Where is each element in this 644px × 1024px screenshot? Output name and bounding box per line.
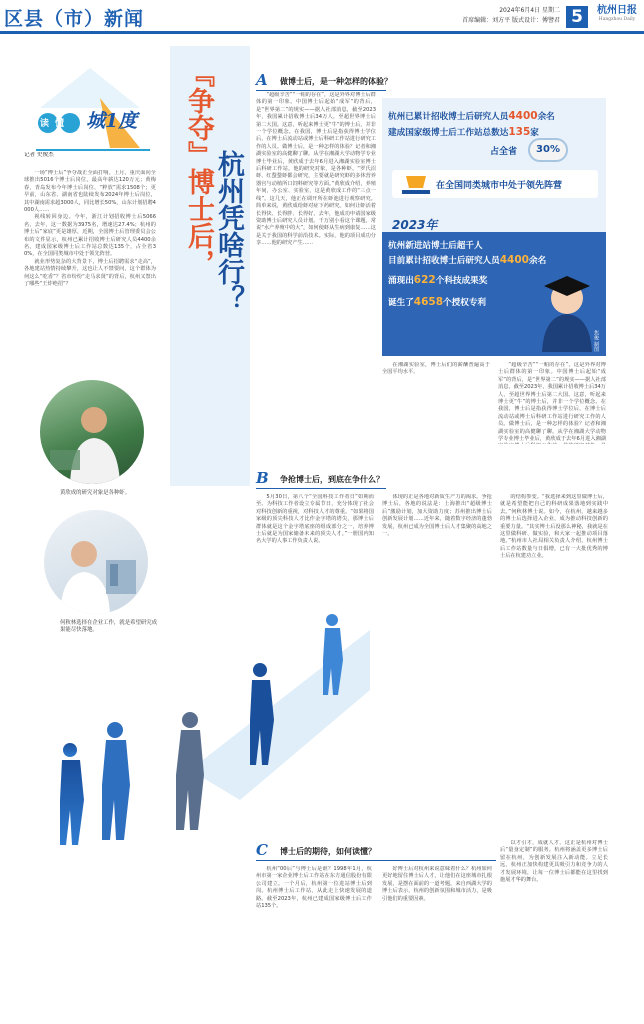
intro-paragraph-3: 就业形势复杂的大背景下，博士后招聘需求“走高”，各地建站热情持续攀升，这也让人不禁要问，这个群体为何这么“吃香”？省市纷纷“走马求贤”的背后，杭州又祭出了哪些“王炸绝招”？ bbox=[24, 258, 156, 288]
section-b-column-3 bbox=[500, 494, 608, 834]
section-a-text-3: “超级辛苦”“一帕的存在”，这是外界对博士后群体的第一印象。中国博士后起始“成军”的背后，是“世界第二”的规实——据人社部消息，截至2023年，我国累计招收博士后34万人，至超世界博士后第二大国。这意，听起来博士更“牛”的博士后，并非一个学位概念。在我国，博士后是指获得博士学位后，在博士后流动站或博士后科研工作站进行研究工作的人员。做博士后，是一种怎样的体验？记者和湘湖实验室的高健聊了聊。从学在湘湖大学动物学专业博士毕业后，黄欣成于去年6月进入湘湖 bbox=[498, 362, 606, 443]
trophy-icon bbox=[396, 172, 436, 196]
page-number: 5 bbox=[566, 6, 588, 28]
section-c-text-1: 杭州“00后”与博士后是谁？1998年1月，杭州市第一家企业博士后工作站在东方通信股份有限公司建立。一个月后，杭州第一位进站博士后到岗。杭州博士后工作站，从此走上快速发展的道路。截至2023年，杭州已建成国家级博士后工作站135个。 bbox=[256, 866, 372, 910]
figure-2 bbox=[102, 722, 130, 840]
section-a-letter: A bbox=[256, 71, 268, 89]
section-a-text: “超级辛苦”“一帕的存在”，这是外界对博士后群体的第一印象。中国博士后起始“成军”的背后，是“世界第二”的规实——据人社部消息，截至2023年，我国累计招收博士后34万人，至超世界博士后第二大国。这意，听起来博士更“牛”的博士后，并非一个学位概念。在我国，博士后是指获得博士学位后，在博士后流动站或博士后科研工作站进行研究工作的人员。做博士后，是一种怎样的体验？记者和湘湖实验室的高健聊了聊。从学在湘湖大学动物学专业博士毕业后，黄欣成于去年6月进入湘湖实验室博士后科研工作站。他的研究对象，是各种虾。“罗氏沼虾、红螯螯虾都会研究，主要就是研究虾的多休营养器官与动植所口饲料研究等方面。”黄欣成介绍，养殖年间，办公室、实验室，这是黄欣成工作的“三点一线”。这几天，他正在调开所在虾池进行观察研究。简单来说，黄欣成给虾对症下药研究。如何让虾活着长得快、长得胖、长得好，去年，他成功申请国家级资助博士后研究人员计划。千万别小看这个课题，常说“水产养殖中的大”，如何使虾从生病到康复……这是关于我国的科学前沿技术。实际，他的项目成功分享……他的研究产生…… bbox=[256, 92, 376, 247]
section-b-column-2 bbox=[382, 494, 492, 614]
issue-date: 2024年6月4日 星期二 bbox=[499, 7, 560, 14]
share-value-badge: 30% bbox=[528, 138, 568, 162]
researcher-photo-2 bbox=[44, 510, 148, 614]
stat-7-number: 4658 bbox=[413, 296, 444, 308]
section-c-title: 博士后的期待，如何读懂？ bbox=[280, 847, 376, 856]
section-a-title: 做博士后，是一种怎样的体验？ bbox=[280, 77, 392, 86]
lead-banner bbox=[392, 170, 598, 198]
share-label: 占全省 bbox=[490, 147, 518, 157]
section-a-column-2 bbox=[382, 362, 490, 444]
section-c-rule bbox=[256, 860, 496, 861]
stat-5-number: 4400 bbox=[499, 254, 529, 266]
section-c-letter: C bbox=[256, 841, 268, 859]
photo-2-caption: 何秋林选择在企业工作，就是希望研究成果能尽快落地。 bbox=[60, 620, 158, 634]
section-b-column-1 bbox=[256, 494, 374, 592]
photo-1-caption: 黄欣成的研究对象是各种虾。 bbox=[60, 490, 131, 496]
lead-text: 在全国同类城市中处于领先阵营 bbox=[436, 181, 563, 191]
infographic-credit: 焦俊 制图 bbox=[593, 330, 599, 352]
stat-line-1: 杭州已累计招收博士后研究人员4400余名 bbox=[388, 110, 555, 122]
headline-part-1: 『争夺』博士后， bbox=[183, 60, 214, 276]
stat-6-number: 622 bbox=[413, 274, 436, 286]
photo-2-figure bbox=[44, 510, 148, 614]
intro-paragraph-1: 一场“博士后”争夺战正全面打响。上月，重庆面向全球推出5016个博士后岗位，最高年薪达120万元；黄梅春，青岛发布今年博士后岗位、“粹放”需求1508个；更早前，山东省、湖南省也陆续发布2024年博士后岗位，其中湖南需求超3000人，同比增长50%，山东计划招聘4000人…… bbox=[24, 170, 156, 214]
section-c-column-1 bbox=[256, 866, 372, 1016]
newspaper-logo bbox=[594, 5, 640, 23]
stat-line-5: 目前累计招收博士后研究人员4400余名 bbox=[388, 254, 547, 266]
section-b-text-3: 的结构参变。“我选择来到这里做博士后，就是希望能把自己的科研成果落地到实践中去。”何秋林博士说。如今，在杭州，越来越多的博士后选择进入企业，成为推动科技创新的重要力量。“其实博士后没那么神秘，我就是在这里做科研、做实验，和大家一起推动项目落地。”杭州市人社局相关负责人介绍，杭州博士后工作站数量与日俱增，已有一大批优秀的博士后在杭建功立业。 bbox=[500, 494, 608, 560]
logo-text: 杭州日报 bbox=[597, 5, 637, 16]
stat-line-6: 涌现出622个科技成果奖 bbox=[388, 274, 488, 286]
byline: 记者 史俊杰 bbox=[24, 152, 54, 158]
stats-infographic bbox=[382, 98, 606, 356]
section-c-column-3 bbox=[500, 840, 608, 1016]
intro-text bbox=[24, 170, 156, 375]
section-b-text-2: 体现的正是各地对新质生产力的渴求。争抢博士后，各地的说法是：上海推出“超级博士后”激励计划，加大资助力度；苏州推出博士后创新发展计划……近年来，随着数字经济的蓬勃发展，杭州已成为全国博士后人才集聚的高地之一。 bbox=[382, 494, 492, 538]
editor-credits: 首席编辑：刘方平 版式设计：傅譬君 bbox=[462, 17, 560, 24]
section-b-rule bbox=[256, 488, 386, 489]
badge-big-text: 城1度 bbox=[86, 110, 138, 132]
stat-1-number: 4400 bbox=[508, 110, 538, 122]
badge-small-text: 读懂 bbox=[40, 119, 71, 129]
page-header bbox=[0, 0, 644, 34]
section-b-text-1: 5月30日，第八个“全国科技工作者日”如期而至。为科技工作者设立专属节日，充分体现了社会对科技创新的重视，对科技人才的尊重。“如果将国家级的顶尖科技人才比作金字塔的塔尖，那博士后群体就是这个金字塔底座的组成部分之一，培养博士后就是为国家储备未来的顶尖人才。”一册国内知名大学的人事工作负责人说。 bbox=[256, 494, 374, 545]
year-label: 2023年 bbox=[392, 218, 438, 232]
section-a-column-3 bbox=[498, 362, 606, 444]
intro-paragraph-2: 视线转回身边。今年，浙江计划招收博士后5066名，去年，这一数据为3975名，增速达27.4%；杭州的博士后“家底”更是雄厚，近期，全国博士后管理委员会公布的文件显示，杭州已累计招收博士后研究人员4400余名，建成国家级博士后工作站总数达135个，占全省30%，在全国同类城市中处于领先阵营。 bbox=[24, 214, 156, 258]
section-c-text-3: 以才引才，成就人才，这正是杭州对博士后“量身定制”的服务。杭州将涵盖更多博士后留在杭州，为创新发展注入新动能。立足长远，杭州正加快构建更具吸引力和竞争力的人才发展环境，让每一位博士后都能在这里找到施展才华的舞台。 bbox=[500, 840, 608, 884]
stat-line-4: 杭州新进站博士后超千人 bbox=[388, 241, 483, 251]
stat-line-2: 建成国家级博士后工作站总数达135家 bbox=[388, 126, 539, 138]
section-c-text-2: 好博士后对杭州来说意味着什么？杭州如何更好地留住博士后人才，让他们在这座城市扎根发展，是摆在面前的一道考题。来自西湖大学的博士后表示，杭州的创新氛围和城市活力，是吸引他们的重要因素。 bbox=[382, 866, 492, 902]
section-a-text-2: 在湘湖实验室，博士后们的薪酬普遍高于全国平均水平。 bbox=[382, 362, 490, 376]
section-c-column-2 bbox=[382, 866, 492, 1016]
figures-svg bbox=[40, 600, 370, 850]
walking-figures-illustration bbox=[40, 600, 370, 850]
researcher-photo-1 bbox=[40, 380, 144, 484]
stat-2-number: 135 bbox=[508, 126, 531, 138]
figure-1 bbox=[60, 743, 84, 845]
stat-line-7: 诞生了4658个授权专利 bbox=[388, 296, 487, 308]
section-b-letter: B bbox=[256, 469, 269, 487]
photo-1-figure bbox=[40, 380, 144, 484]
section-title: 区县（市）新闻 bbox=[4, 8, 145, 30]
logo-subtext: Hangzhou Daily bbox=[598, 17, 636, 22]
section-b-title: 争抢博士后，到底在争什么？ bbox=[280, 475, 384, 484]
section-a-column-1 bbox=[256, 92, 376, 425]
section-a-rule bbox=[256, 90, 386, 91]
figure-3 bbox=[176, 712, 204, 830]
headline-part-2: 杭州凭啥行？ bbox=[213, 150, 244, 312]
